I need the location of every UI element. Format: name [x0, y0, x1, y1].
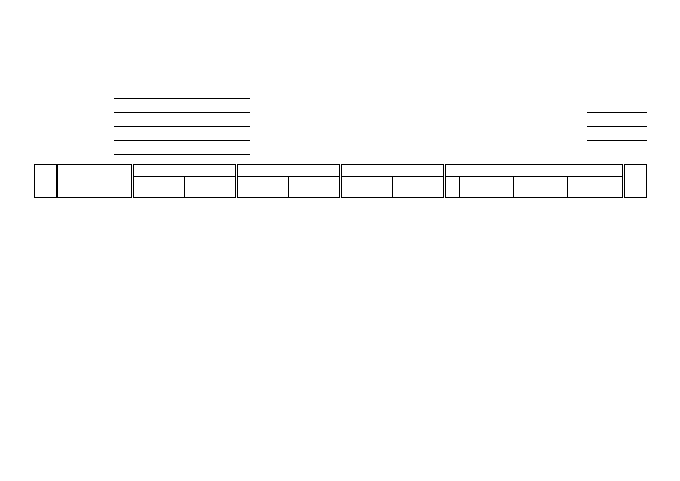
header-balance	[341, 165, 445, 177]
field-address	[34, 102, 250, 116]
header-bill-deposit	[460, 177, 514, 198]
representative-input[interactable]	[114, 126, 250, 127]
header-receivable-vat	[289, 177, 341, 198]
header-bill-balance	[568, 177, 624, 198]
address-input[interactable]	[114, 112, 250, 113]
field-representative	[34, 116, 250, 130]
header-credit-sales	[341, 177, 393, 198]
header-credit-sales	[133, 177, 185, 198]
header-remark	[624, 165, 647, 198]
header-bill-settle	[514, 177, 568, 198]
header-date	[35, 165, 57, 198]
header-bill	[445, 165, 624, 177]
contract-input[interactable]	[114, 154, 250, 155]
ledger-table	[34, 164, 647, 198]
client-no-input[interactable]	[587, 140, 647, 141]
field-company-name	[34, 88, 250, 102]
card-no-input[interactable]	[587, 112, 647, 113]
header-receivable-vat	[393, 177, 445, 198]
header-deposit	[237, 165, 341, 177]
header-credit-sales	[237, 177, 289, 198]
district-code-input[interactable]	[587, 126, 647, 127]
header-summary	[57, 165, 133, 198]
header-settle-date	[445, 177, 460, 198]
field-business-reg-no	[34, 130, 250, 144]
field-client-no	[527, 130, 647, 144]
header-sales	[133, 165, 237, 177]
field-district-code	[527, 116, 647, 130]
company-name-input[interactable]	[114, 98, 250, 99]
field-card-no	[527, 102, 647, 116]
header-receivable-vat	[185, 177, 237, 198]
business-reg-no-input[interactable]	[114, 140, 250, 141]
field-contract	[34, 144, 250, 158]
